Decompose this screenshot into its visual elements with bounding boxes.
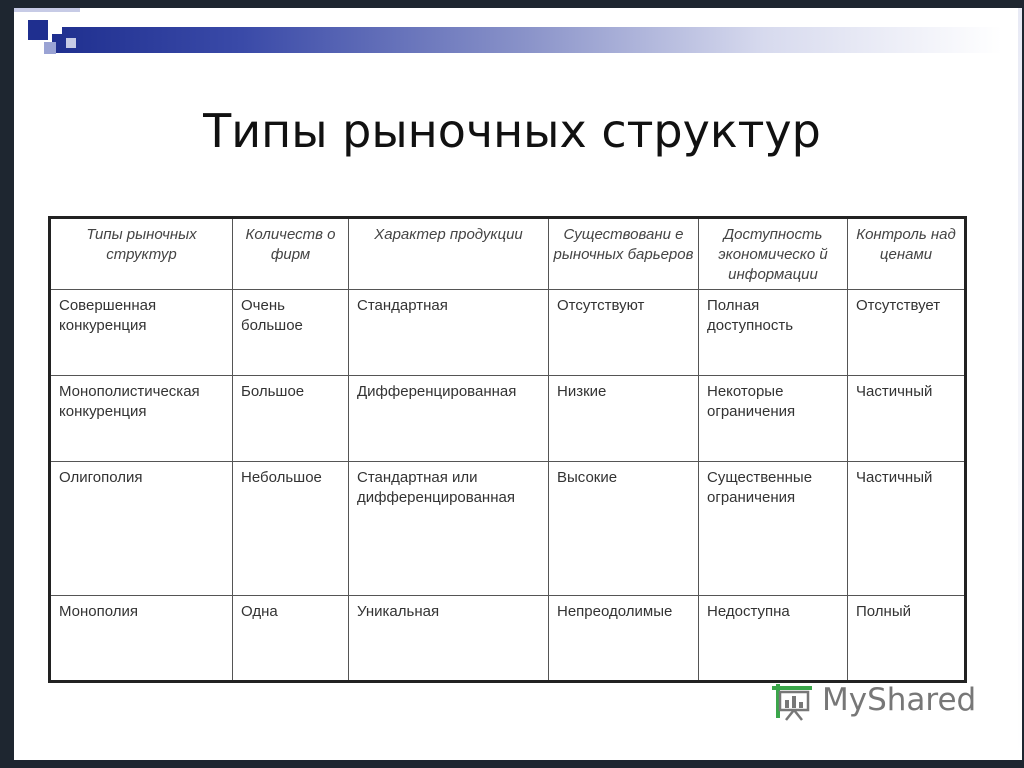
corner-edge-decoration xyxy=(14,8,80,12)
table-cell: Непреодолимые xyxy=(549,596,699,682)
table-cell: Полный xyxy=(848,596,966,682)
table-cell: Большое xyxy=(233,376,349,462)
table-cell: Частичный xyxy=(848,462,966,596)
header-cell: Контроль над ценами xyxy=(848,218,966,290)
table-cell: Монополистическая конкуренция xyxy=(50,376,233,462)
table-cell: Одна xyxy=(233,596,349,682)
table-cell: Олигополия xyxy=(50,462,233,596)
table-cell: Высокие xyxy=(549,462,699,596)
table-cell: Низкие xyxy=(549,376,699,462)
table-cell: Небольшое xyxy=(233,462,349,596)
table-row xyxy=(50,462,966,596)
table-cell: Некоторые ограничения xyxy=(699,376,848,462)
table-cell: Стандартная или дифференцированная xyxy=(349,462,549,596)
header-gradient-band xyxy=(52,27,1002,53)
header-cell: Характер продукции xyxy=(349,218,549,290)
presentation-board-icon xyxy=(770,682,814,722)
header-cell: Типы рыночных структур xyxy=(50,218,233,290)
header-cell: Существовани е рыночных барьеров xyxy=(549,218,699,290)
table-cell: Отсутствует xyxy=(848,290,966,376)
corner-square-decoration xyxy=(48,20,62,34)
table-header-row xyxy=(50,218,966,290)
corner-square-decoration xyxy=(44,42,56,54)
table-cell: Существенные ограничения xyxy=(699,462,848,596)
table-cell: Совершенная конкуренция xyxy=(50,290,233,376)
header-cell: Количеств о фирм xyxy=(233,218,349,290)
table-cell: Недоступна xyxy=(699,596,848,682)
table-cell: Уникальная xyxy=(349,596,549,682)
page-title: Типы рыночных структур xyxy=(203,104,821,158)
market-structures-table xyxy=(48,216,967,683)
table-cell: Отсутствуют xyxy=(549,290,699,376)
corner-square-decoration xyxy=(66,38,76,48)
table-cell: Монополия xyxy=(50,596,233,682)
myshared-logo[interactable] xyxy=(770,678,977,724)
table-container xyxy=(48,216,967,683)
table-row xyxy=(50,596,966,682)
corner-square-decoration xyxy=(28,20,48,40)
table-cell: Частичный xyxy=(848,376,966,462)
header-cell: Доступность экономическо й информации xyxy=(699,218,848,290)
table-cell: Стандартная xyxy=(349,290,549,376)
table-row xyxy=(50,376,966,462)
table-cell: Дифференцированная xyxy=(349,376,549,462)
table-row xyxy=(50,290,966,376)
table-cell: Полная доступность xyxy=(699,290,848,376)
logo-text: MyShared xyxy=(822,682,977,718)
table-cell: Очень большое xyxy=(233,290,349,376)
